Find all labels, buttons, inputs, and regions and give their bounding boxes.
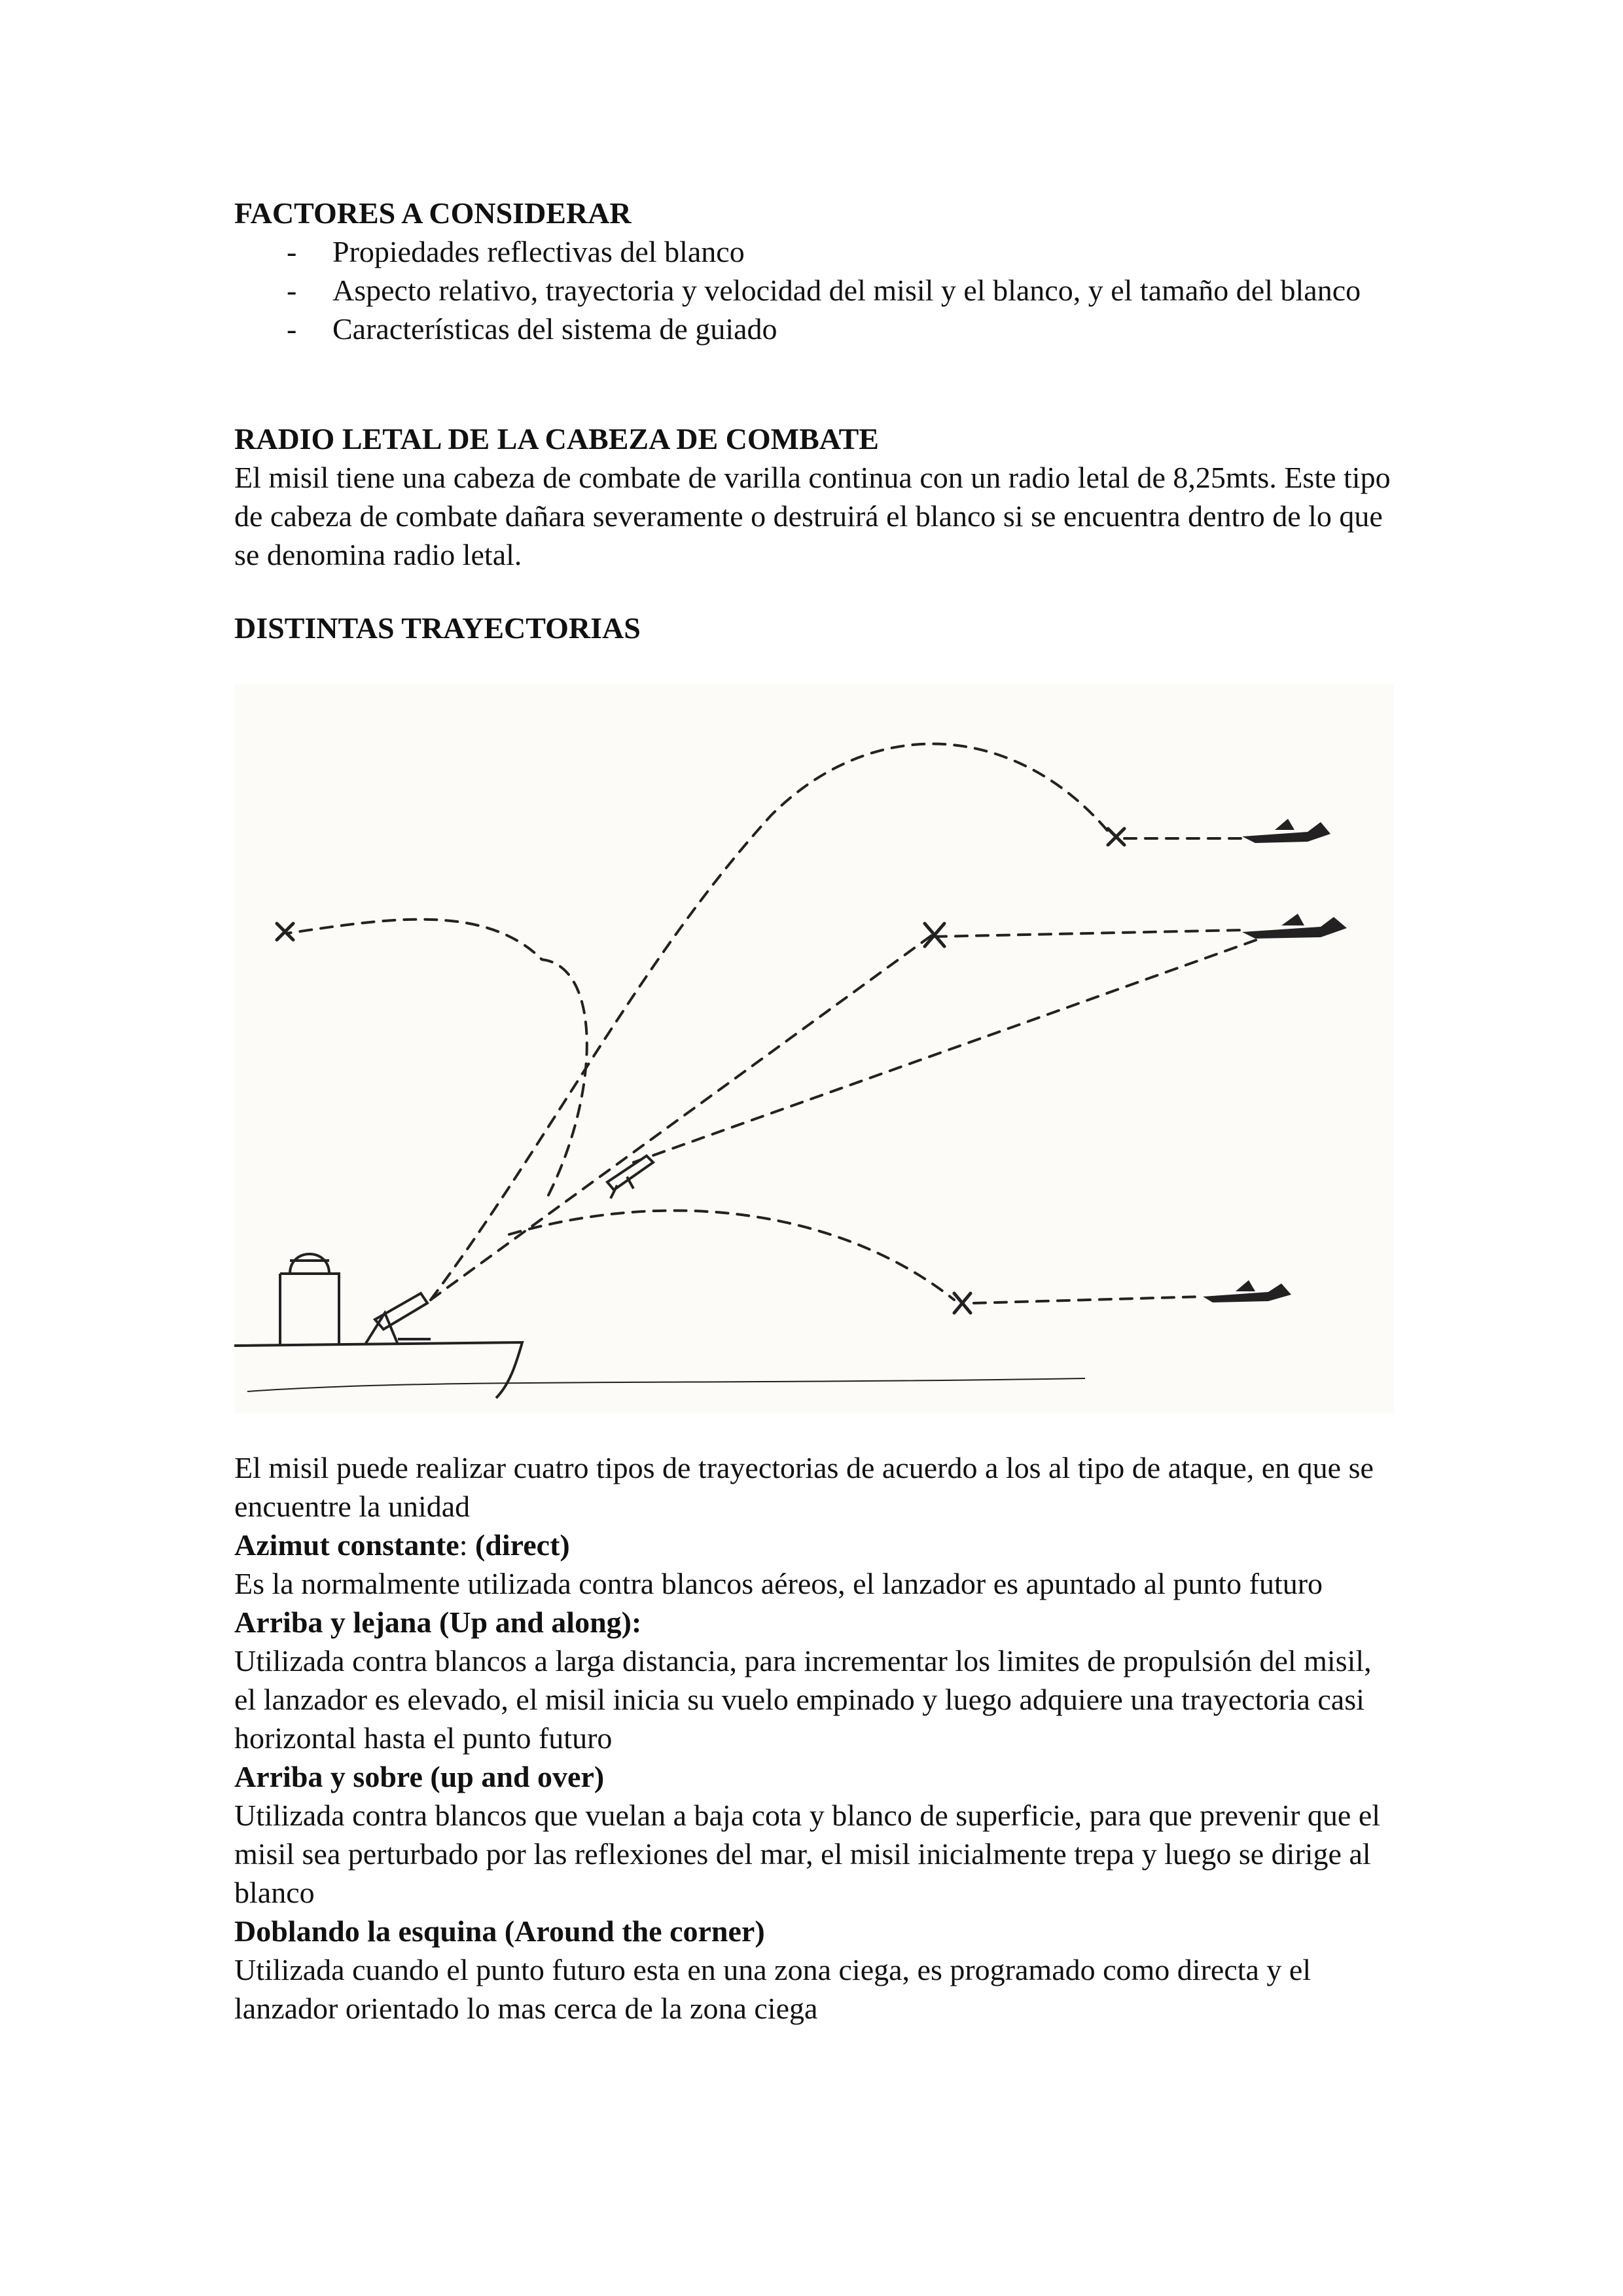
bullet-dash: - (287, 235, 297, 268)
factores-section (234, 194, 1399, 348)
radio-heading: RADIO LETAL DE LA CABEZA DE COMBATE (234, 422, 879, 456)
trayectorias-section (234, 1448, 1399, 2028)
aircraft-track-bottom (974, 1297, 1203, 1303)
type-around-corner-text: Utilizada cuando el punto futuro esta en una zona ciega, es programado como directa y el lanzador orientado lo mas cerca de la zona ciega (234, 1953, 1311, 2025)
type-up-and-along-name: Arriba y lejana (Up and along): (234, 1605, 642, 1639)
type-direct-en: (direct) (474, 1528, 570, 1562)
type-up-and-along-text: Utilizada contra blancos a larga distancia, para incrementar los limites de propulsión del misil, el lanzador es elevado, el misil inicia su vuelo empinado y luego adquiere una trayectoria casi horizontal hasta el punto futuro (234, 1644, 1372, 1755)
future-point-mark (954, 1293, 971, 1313)
bullet-dash: - (287, 274, 297, 307)
type-direct-name: Azimut constante (234, 1528, 459, 1562)
trajectory-direct-lower (633, 933, 1275, 1162)
radio-section (234, 420, 1399, 574)
factores-list (234, 232, 1399, 348)
type-around-corner-name: Doblando la esquina (Around the corner) (234, 1914, 765, 1948)
list-item: - Aspecto relativo, trayectoria y velocidad del misil y el blanco, y el tamaño del blanco (234, 271, 1399, 310)
future-point-mark (1108, 829, 1124, 845)
trajectory-around-corner (287, 920, 587, 1195)
trayectorias-heading-block (234, 609, 1399, 647)
trajectory-sketch (234, 685, 1394, 1414)
trajectory-up-and-along (431, 744, 1111, 1300)
list-item: - Propiedades reflectivas del blanco (234, 232, 1399, 271)
bullet-dash: - (287, 312, 297, 346)
trayectorias-intro: El misil puede realizar cuatro tipos de trayectorias de acuerdo a los al tipo de ataque, en que se encuentre la unidad (234, 1451, 1374, 1523)
trajectory-up-and-over (509, 1211, 954, 1300)
aircraft-bottom-icon (1203, 1280, 1291, 1302)
type-direct: Azimut constante: (direct) (234, 1528, 570, 1562)
ship-icon (234, 1254, 1085, 1398)
aircraft-track-middle (935, 930, 1242, 937)
type-direct-text: Es la normalmente utilizada contra blancos aéreos, el lanzador es apuntado al punto futuro (234, 1567, 1323, 1600)
factores-heading: FACTORES A CONSIDERAR (234, 196, 632, 230)
trajectory-figure (234, 685, 1394, 1414)
aircraft-middle-icon (1242, 914, 1347, 939)
type-up-and-over-text: Utilizada contra blancos que vuelan a baja cota y blanco de superficie, para que prevenir que el misil sea perturbado por las reflexiones del mar, el misil inicialmente trepa y luego se dirige al blanco (234, 1799, 1381, 1909)
aircraft-top-icon (1242, 819, 1330, 843)
trayectorias-heading: DISTINTAS TRAYECTORIAS (234, 611, 641, 645)
future-point-mark (925, 924, 944, 946)
type-up-and-over-name: Arriba y sobre (up and over) (234, 1760, 605, 1793)
radio-paragraph: El misil tiene una cabeza de combate de varilla continua con un radio letal de 8,25mts. Este tipo de cabeza de combate dañara severamente o destruirá el blanco si se encuentra dentro de lo que se denomina radio letal. (234, 461, 1391, 571)
list-item: - Características del sistema de guiado (234, 310, 1399, 348)
missile-icon (607, 1156, 653, 1198)
